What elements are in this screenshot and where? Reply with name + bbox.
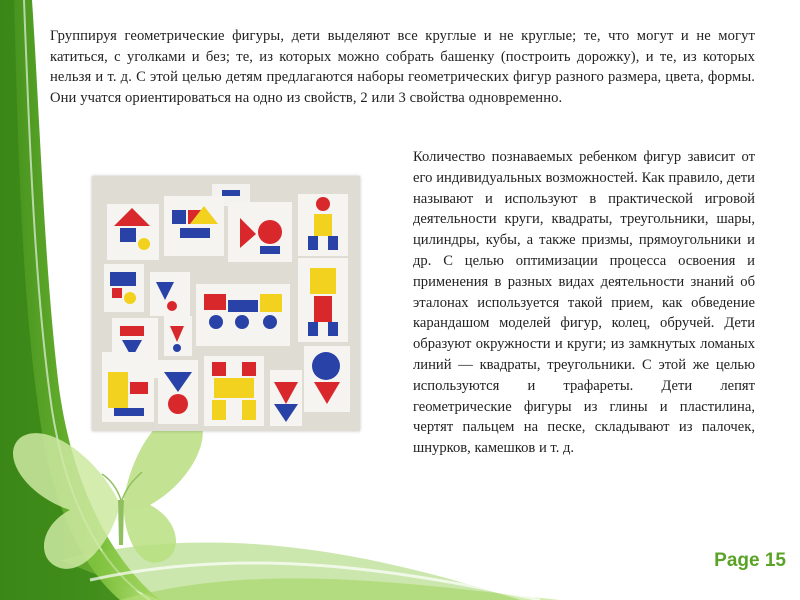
intro-paragraph: Группируя геометрические фигуры, дети выделяют все круглые и не круглые; те, что могут и не могут катиться, с уголками и без; те, из которых можно собрать башенку (построить дорожку), и те, из которых нельзя и т. д. С этой целью детям предлагаются наборы геометрических фигур разного размера, цвета, формы. Они учатся ориентироваться на одно из свойств, 2 или 3 свойства одновременно. <box>50 28 755 106</box>
geometric-figures-photo <box>92 176 360 431</box>
page-number: Page 15 <box>714 550 786 571</box>
main-paragraph: Количество познаваемых ребенком фигур зависит от его индивидуальных возможностей. Как правило, дети называют и используют в практической игровой деятельности круги, квадраты, треугольники, шары, цилиндры, кубы, а также призмы, прямоугольники и др. С целью оптимизации процесса освоения и применения в разных видах деятельности знаний об эталонах используется такой прием, как обведение карандашом моделей фигур, колец, обручей. Дети образуют окружности и круги; из замкнутых ломаных линий — квадраты, треугольники. С этой же целью используются и трафареты. Дети лепят геометрические фигуры из глины и пластилина, чертят пальцем на песке, складывают из палочек, шнурков, камешков и т. д. <box>413 149 755 457</box>
